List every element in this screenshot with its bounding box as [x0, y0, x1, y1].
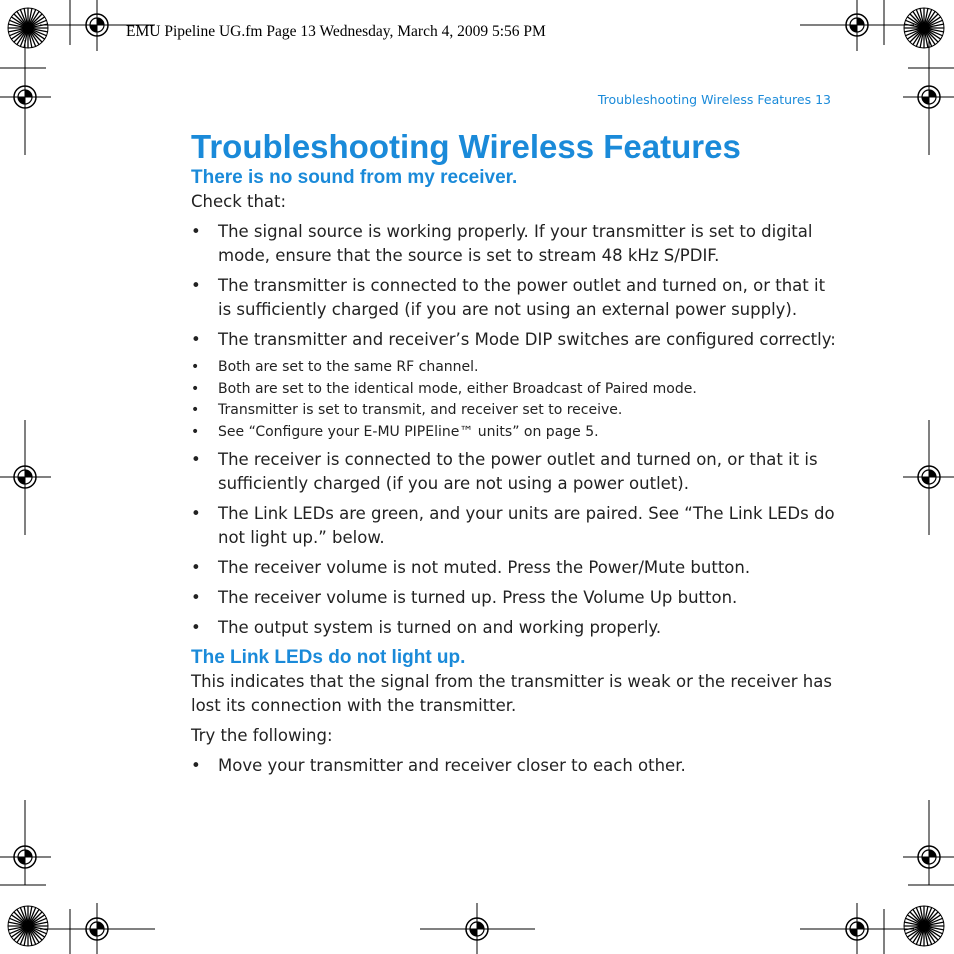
running-header: Troubleshooting Wireless Features 13 [597, 92, 831, 107]
sub-list-item: • Both are set to the identical mode, either Broadcast of Paired mode. [191, 379, 841, 401]
section-heading-link-leds: The Link LEDs do not light up. [191, 647, 466, 668]
list-item: • The signal source is working properly. If your transmitter is set to digital mode, ensure that the source is set to stream 48 kHz S/PDIF. [191, 220, 841, 268]
link-leds-explanation: This indicates that the signal from the transmitter is weak or the receiver has lost its connection with the transmitter. [191, 672, 832, 715]
check-list [191, 220, 841, 352]
sub-list-item: • Both are set to the same RF channel. [191, 357, 841, 379]
page-content [191, 128, 841, 784]
check-intro: Check that: [191, 192, 287, 211]
list-item: • Move your transmitter and receiver closer to each other. [191, 754, 841, 778]
sub-list-item: • Transmitter is set to transmit, and receiver set to receive. [191, 400, 841, 422]
list-item: • The Link LEDs are green, and your units are paired. See “The Link LEDs do not light up.” below. [191, 502, 841, 550]
list-item: • The transmitter and receiver’s Mode DIP switches are configured correctly: [191, 328, 841, 352]
page-title: Troubleshooting Wireless Features [191, 128, 741, 165]
list-item: • The receiver volume is turned up. Press the Volume Up button. [191, 586, 841, 610]
list-item: • The output system is turned on and working properly. [191, 616, 841, 640]
print-slug: EMU Pipeline UG.fm Page 13 Wednesday, March 4, 2009 5:56 PM [126, 23, 546, 40]
try-following: Try the following: [191, 726, 333, 745]
dip-switch-sublist [191, 357, 841, 443]
sub-list-item: • See “Configure your E-MU PIPEline™ units” on page 5. [191, 422, 841, 444]
list-item: • The receiver volume is not muted. Press the Power/Mute button. [191, 556, 841, 580]
check-list-continued [191, 448, 841, 640]
section-heading-no-sound: There is no sound from my receiver. [191, 167, 518, 188]
list-item: • The receiver is connected to the power outlet and turned on, or that it is sufficiently charged (if you are not using a power outlet). [191, 448, 841, 496]
list-item: • The transmitter is connected to the power outlet and turned on, or that it is sufficiently charged (if you are not using an external power supply). [191, 274, 841, 322]
try-list [191, 754, 841, 778]
